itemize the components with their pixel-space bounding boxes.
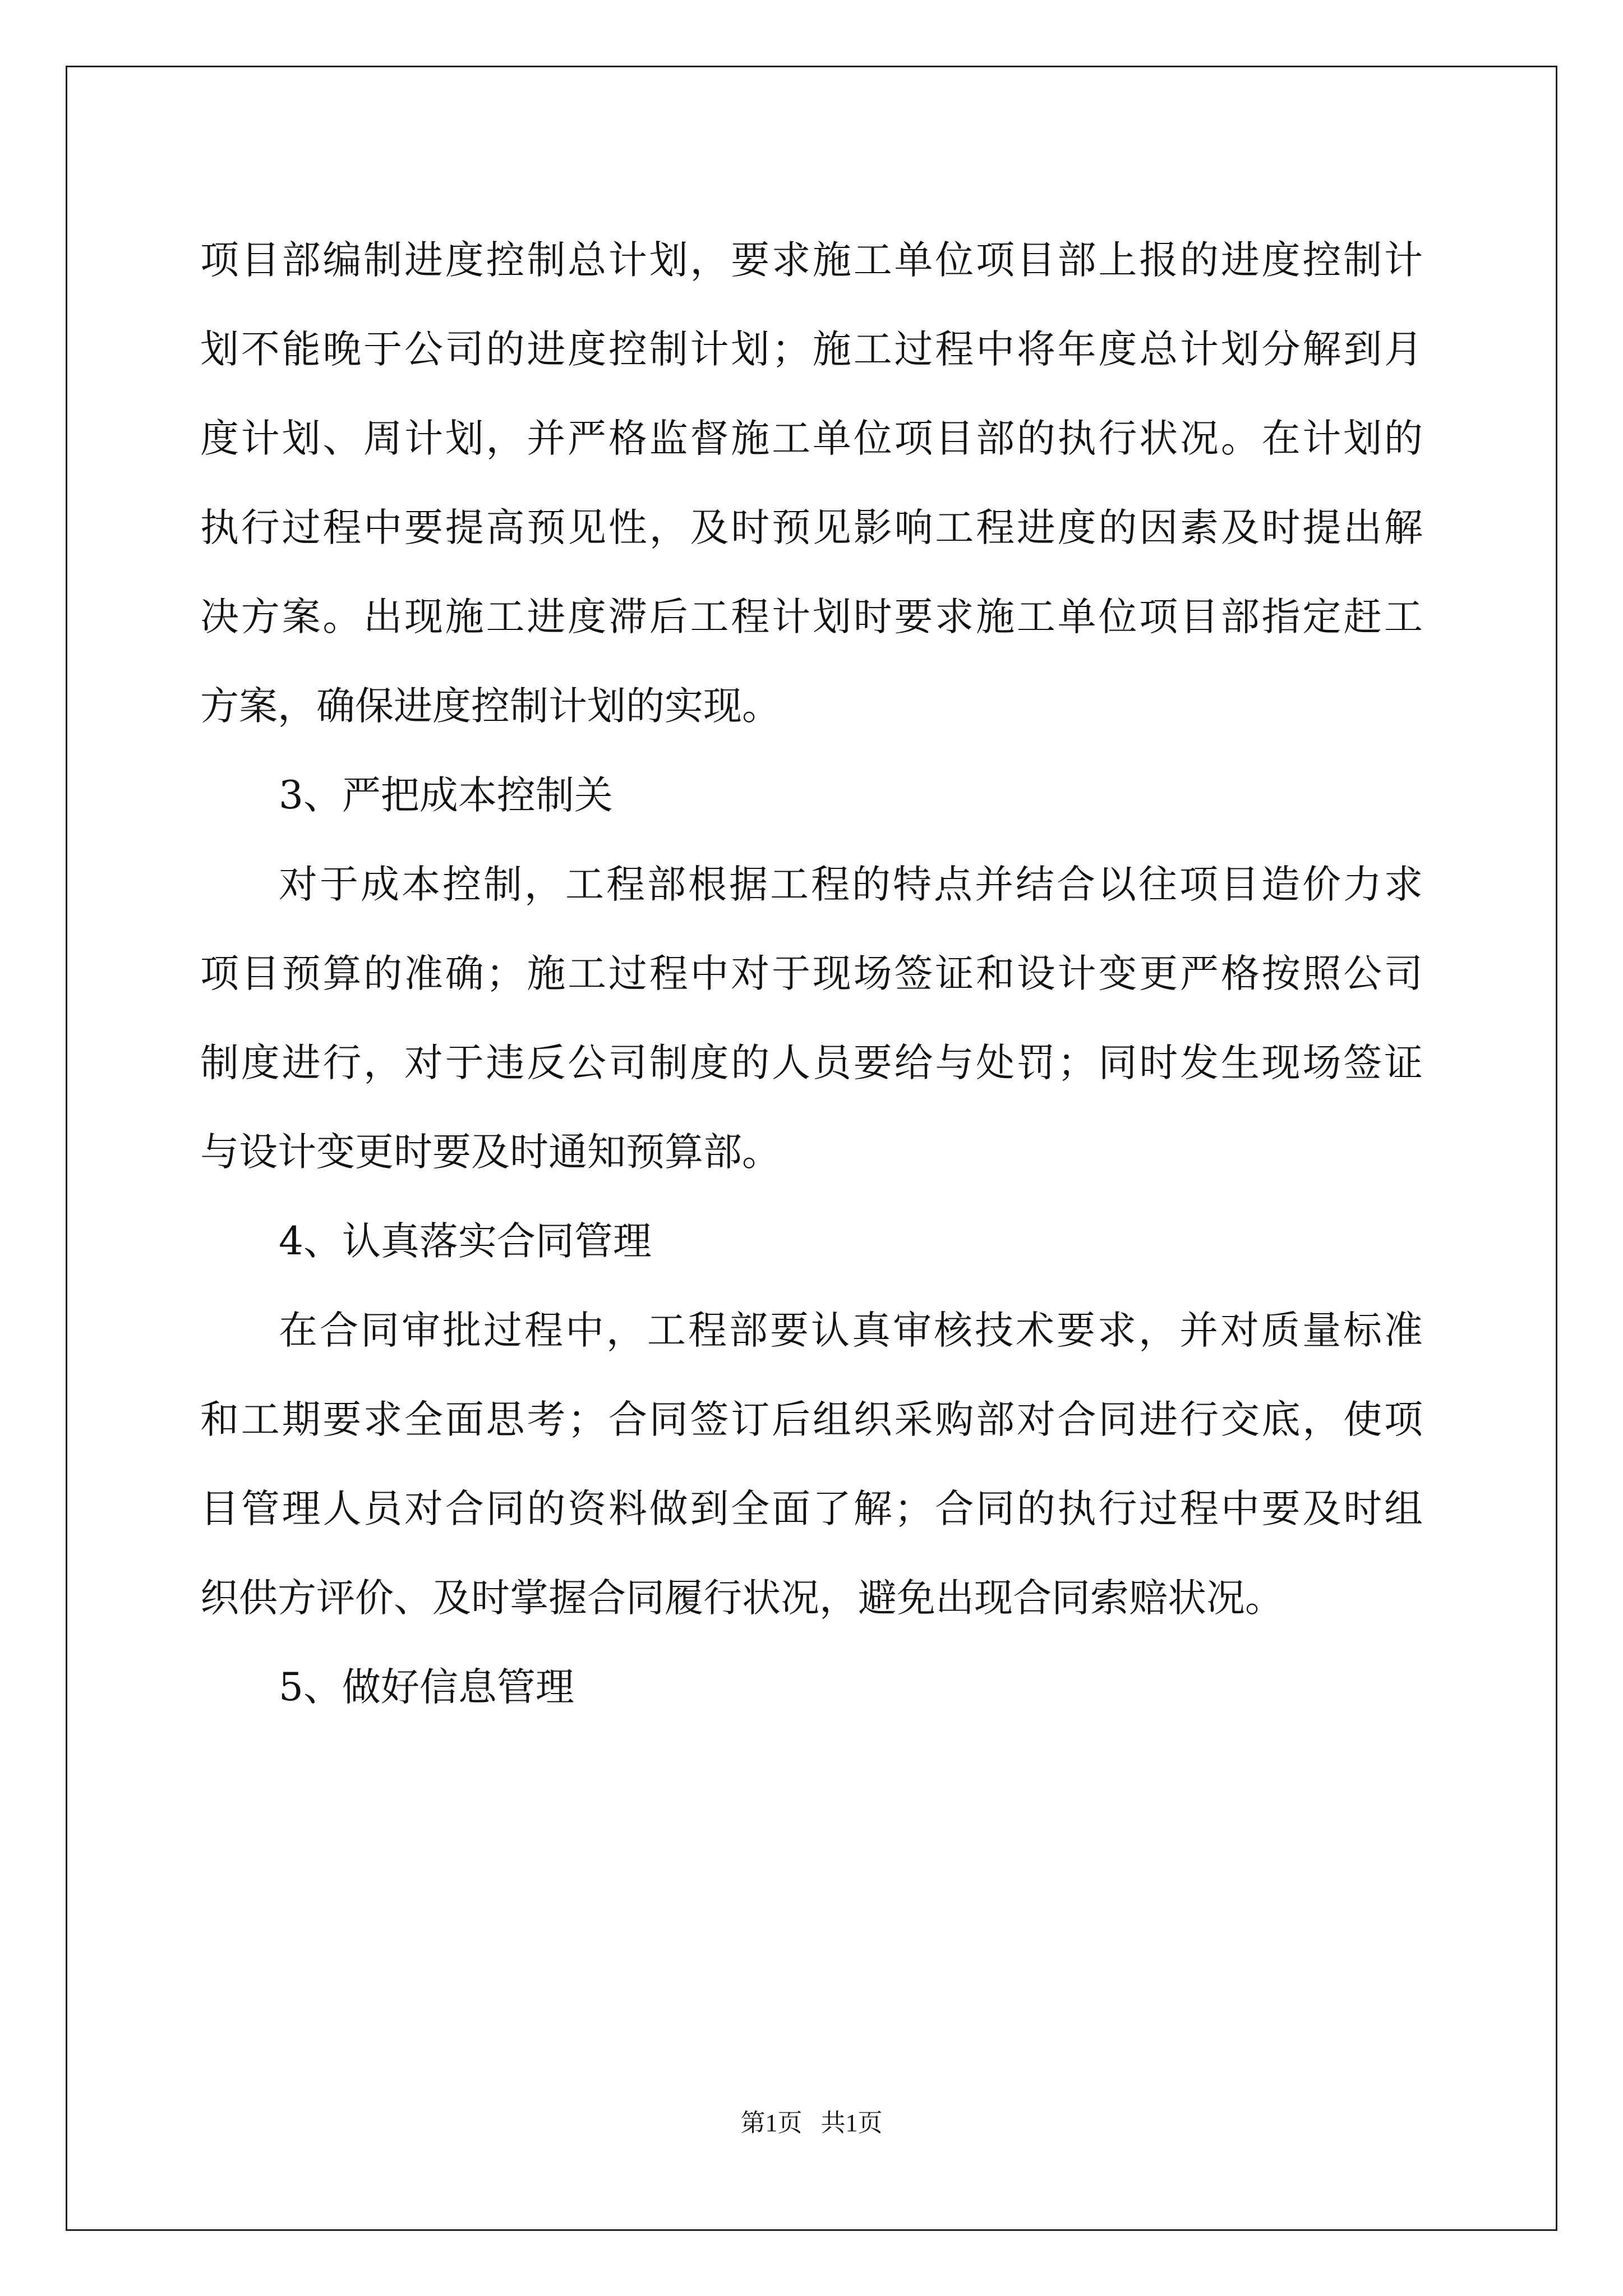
text-line: 目管理人员对合同的资料做到全面了解；合同的执行过程中要及时组 xyxy=(200,1487,1423,1531)
text-line: 项目部编制进度控制总计划，要求施工单位项目部上报的进度控制计 xyxy=(200,238,1423,283)
text-line: 决方案。出现施工进度滞后工程计划时要求施工单位项目部指定赶工 xyxy=(200,595,1423,639)
text-line: 对于成本控制，工程部根据工程的特点并结合以往项目造价力求 xyxy=(279,862,1423,907)
text-line: 在合同审批过程中，工程部要认真审核技术要求，并对质量标准 xyxy=(279,1308,1423,1353)
section-heading: 4、认真落实合同管理 xyxy=(279,1219,652,1264)
text-line: 与设计变更时要及时通知预算部。 xyxy=(200,1130,781,1175)
page-number-footer: 第1页 共1页 xyxy=(740,2109,883,2137)
text-line: 执行过程中要提高预见性，及时预见影响工程进度的因素及时提出解 xyxy=(200,505,1423,550)
section-heading: 5、做好信息管理 xyxy=(279,1665,574,1710)
document-body xyxy=(200,216,1423,1732)
text-line: 方案，确保进度控制计划的实现。 xyxy=(200,684,781,729)
text-line: 和工期要求全面思考；合同签订后组织采购部对合同进行交底，使项 xyxy=(200,1397,1423,1442)
text-line: 织供方评价、及时掌握合同履行状况，避免出现合同索赔状况。 xyxy=(200,1576,1284,1621)
text-line: 度计划、周计划，并严格监督施工单位项目部的执行状况。在计划的 xyxy=(200,416,1423,461)
text-line: 制度进行，对于违反公司制度的人员要给与处罚；同时发生现场签证 xyxy=(200,1041,1423,1085)
section-heading: 3、严把成本控制关 xyxy=(279,773,613,818)
text-line: 项目预算的准确；施工过程中对于现场签证和设计变更严格按照公司 xyxy=(200,951,1423,996)
text-line: 划不能晚于公司的进度控制计划；施工过程中将年度总计划分解到月 xyxy=(200,327,1423,372)
